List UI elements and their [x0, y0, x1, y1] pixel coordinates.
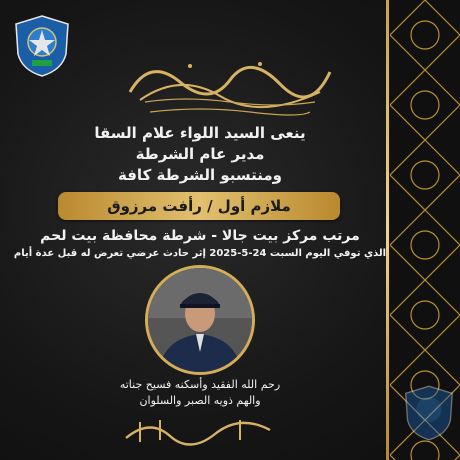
portrait-photo [145, 265, 255, 375]
inna-lillah-calligraphy [120, 412, 280, 448]
announcement-line: ينعى السيد اللواء علام السقا [94, 124, 306, 142]
position-line: مرتب مركز بيت جالا - شرطة محافظة بيت لحم [40, 228, 360, 244]
officer-portrait-icon [148, 268, 252, 372]
police-emblem-icon [14, 14, 70, 78]
calligraphy-subtext [140, 94, 320, 118]
police-emblem-watermark-icon [404, 384, 454, 442]
date-line: الذي توفي اليوم السبت 24-5-2025 إثر حادث عرضي تعرض له قبل عدة أيام [13, 248, 387, 259]
name-banner [58, 192, 340, 220]
deceased-name: ملازم أول / رأفت مرزوق [107, 197, 291, 215]
prayer-line: رحم الله الفقيد وأسكنه فسيح جناته [119, 378, 281, 391]
announcement-line: ومنتسبو الشرطة كافة [118, 166, 282, 184]
announcement-line: مدير عام الشرطة [135, 145, 265, 163]
prayer-line: والهم ذويه الصبر والسلوان [139, 394, 261, 407]
